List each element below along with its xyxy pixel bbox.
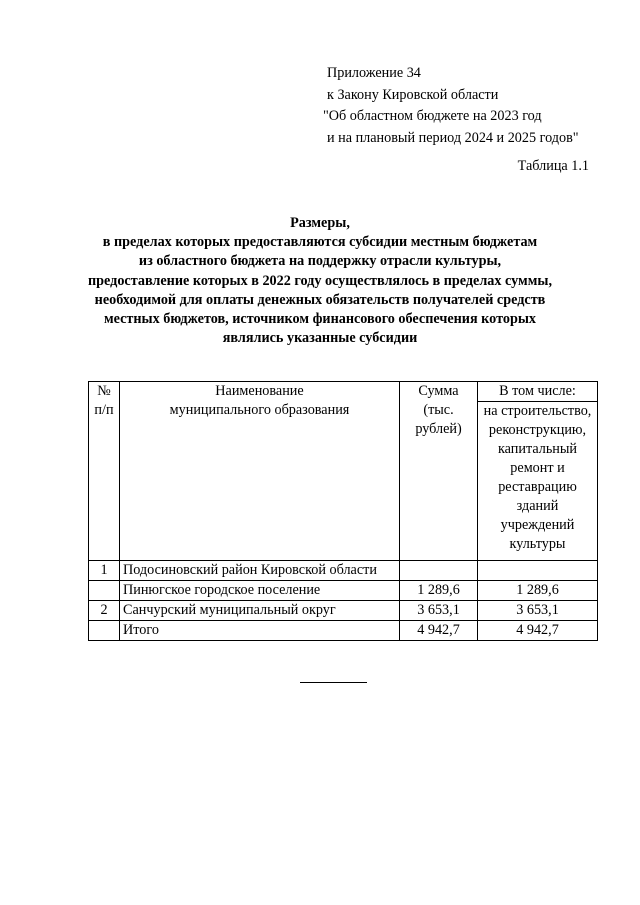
appendix-line-3: "Об областном бюджете на 2023 год xyxy=(323,108,542,124)
header-name-line: Наименование xyxy=(215,383,304,399)
row-sum: 1 289,6 xyxy=(400,581,478,601)
table-row-total xyxy=(89,621,598,641)
document-title xyxy=(60,214,580,348)
header-num xyxy=(89,382,120,561)
closing-divider xyxy=(300,682,367,683)
appendix-line-4: и на плановый период 2024 и 2025 годов" xyxy=(327,129,579,146)
header-sub-line: на строительство, xyxy=(483,403,592,419)
row-including: 4 942,7 xyxy=(478,621,598,641)
title-line: необходимой для оплаты денежных обязательств получателей средств xyxy=(94,291,546,308)
row-sum: 3 653,1 xyxy=(400,601,478,621)
title-line: местных бюджетов, источником финансового обеспечения которых xyxy=(103,311,537,328)
subsidy-table xyxy=(88,381,598,641)
row-num: 1 xyxy=(89,561,120,581)
table-label: Таблица 1.1 xyxy=(517,158,589,174)
row-sum: 4 942,7 xyxy=(400,621,478,641)
header-sub-line: реконструкцию, xyxy=(488,422,587,438)
row-including xyxy=(478,561,598,581)
row-num xyxy=(89,581,120,601)
table-row xyxy=(89,561,598,581)
header-num-line: № xyxy=(97,383,111,399)
row-including: 3 653,1 xyxy=(478,601,598,621)
header-sub-line: учреждений xyxy=(500,517,575,533)
row-name: Пинюгское городское поселение xyxy=(120,581,400,601)
appendix-header xyxy=(323,63,579,149)
title-line: предоставление которых в 2022 году осуществлялось в пределах суммы, xyxy=(87,272,553,289)
title-line: Размеры, xyxy=(290,215,350,231)
appendix-line-2: к Закону Кировской области xyxy=(327,86,499,103)
appendix-line-1: Приложение 34 xyxy=(327,65,421,81)
title-line: из областного бюджета на поддержку отрасли культуры, xyxy=(138,253,502,270)
row-sum xyxy=(400,561,478,581)
header-num-line: п/п xyxy=(94,402,114,418)
row-name: Итого xyxy=(120,621,400,641)
header-including: В том числе: xyxy=(478,382,598,402)
header-sum-line: (тыс. xyxy=(423,402,454,418)
row-name: Подосиновский район Кировской области xyxy=(120,561,400,581)
table-row xyxy=(89,581,598,601)
table-header-row xyxy=(89,382,598,402)
header-sub-line: капитальный xyxy=(497,441,578,457)
table-row xyxy=(89,601,598,621)
title-line: в пределах которых предоставляются субсидии местным бюджетам xyxy=(102,234,538,251)
header-sum-line: Сумма xyxy=(418,383,459,399)
row-num: 2 xyxy=(89,601,120,621)
row-num xyxy=(89,621,120,641)
header-sum xyxy=(400,382,478,561)
header-including-sub xyxy=(478,402,598,561)
header-name xyxy=(120,382,400,561)
header-sub-line: культуры xyxy=(509,536,566,552)
row-name: Санчурский муниципальный округ xyxy=(120,601,400,621)
header-sub-line: реставрацию xyxy=(498,479,577,495)
header-sub-line: зданий xyxy=(516,498,559,514)
title-line: являлись указанные субсидии xyxy=(222,330,418,347)
row-including: 1 289,6 xyxy=(478,581,598,601)
header-name-line: муниципального образования xyxy=(169,402,350,418)
header-sum-line: рублей) xyxy=(415,421,462,437)
header-sub-line: ремонт и xyxy=(510,460,565,476)
